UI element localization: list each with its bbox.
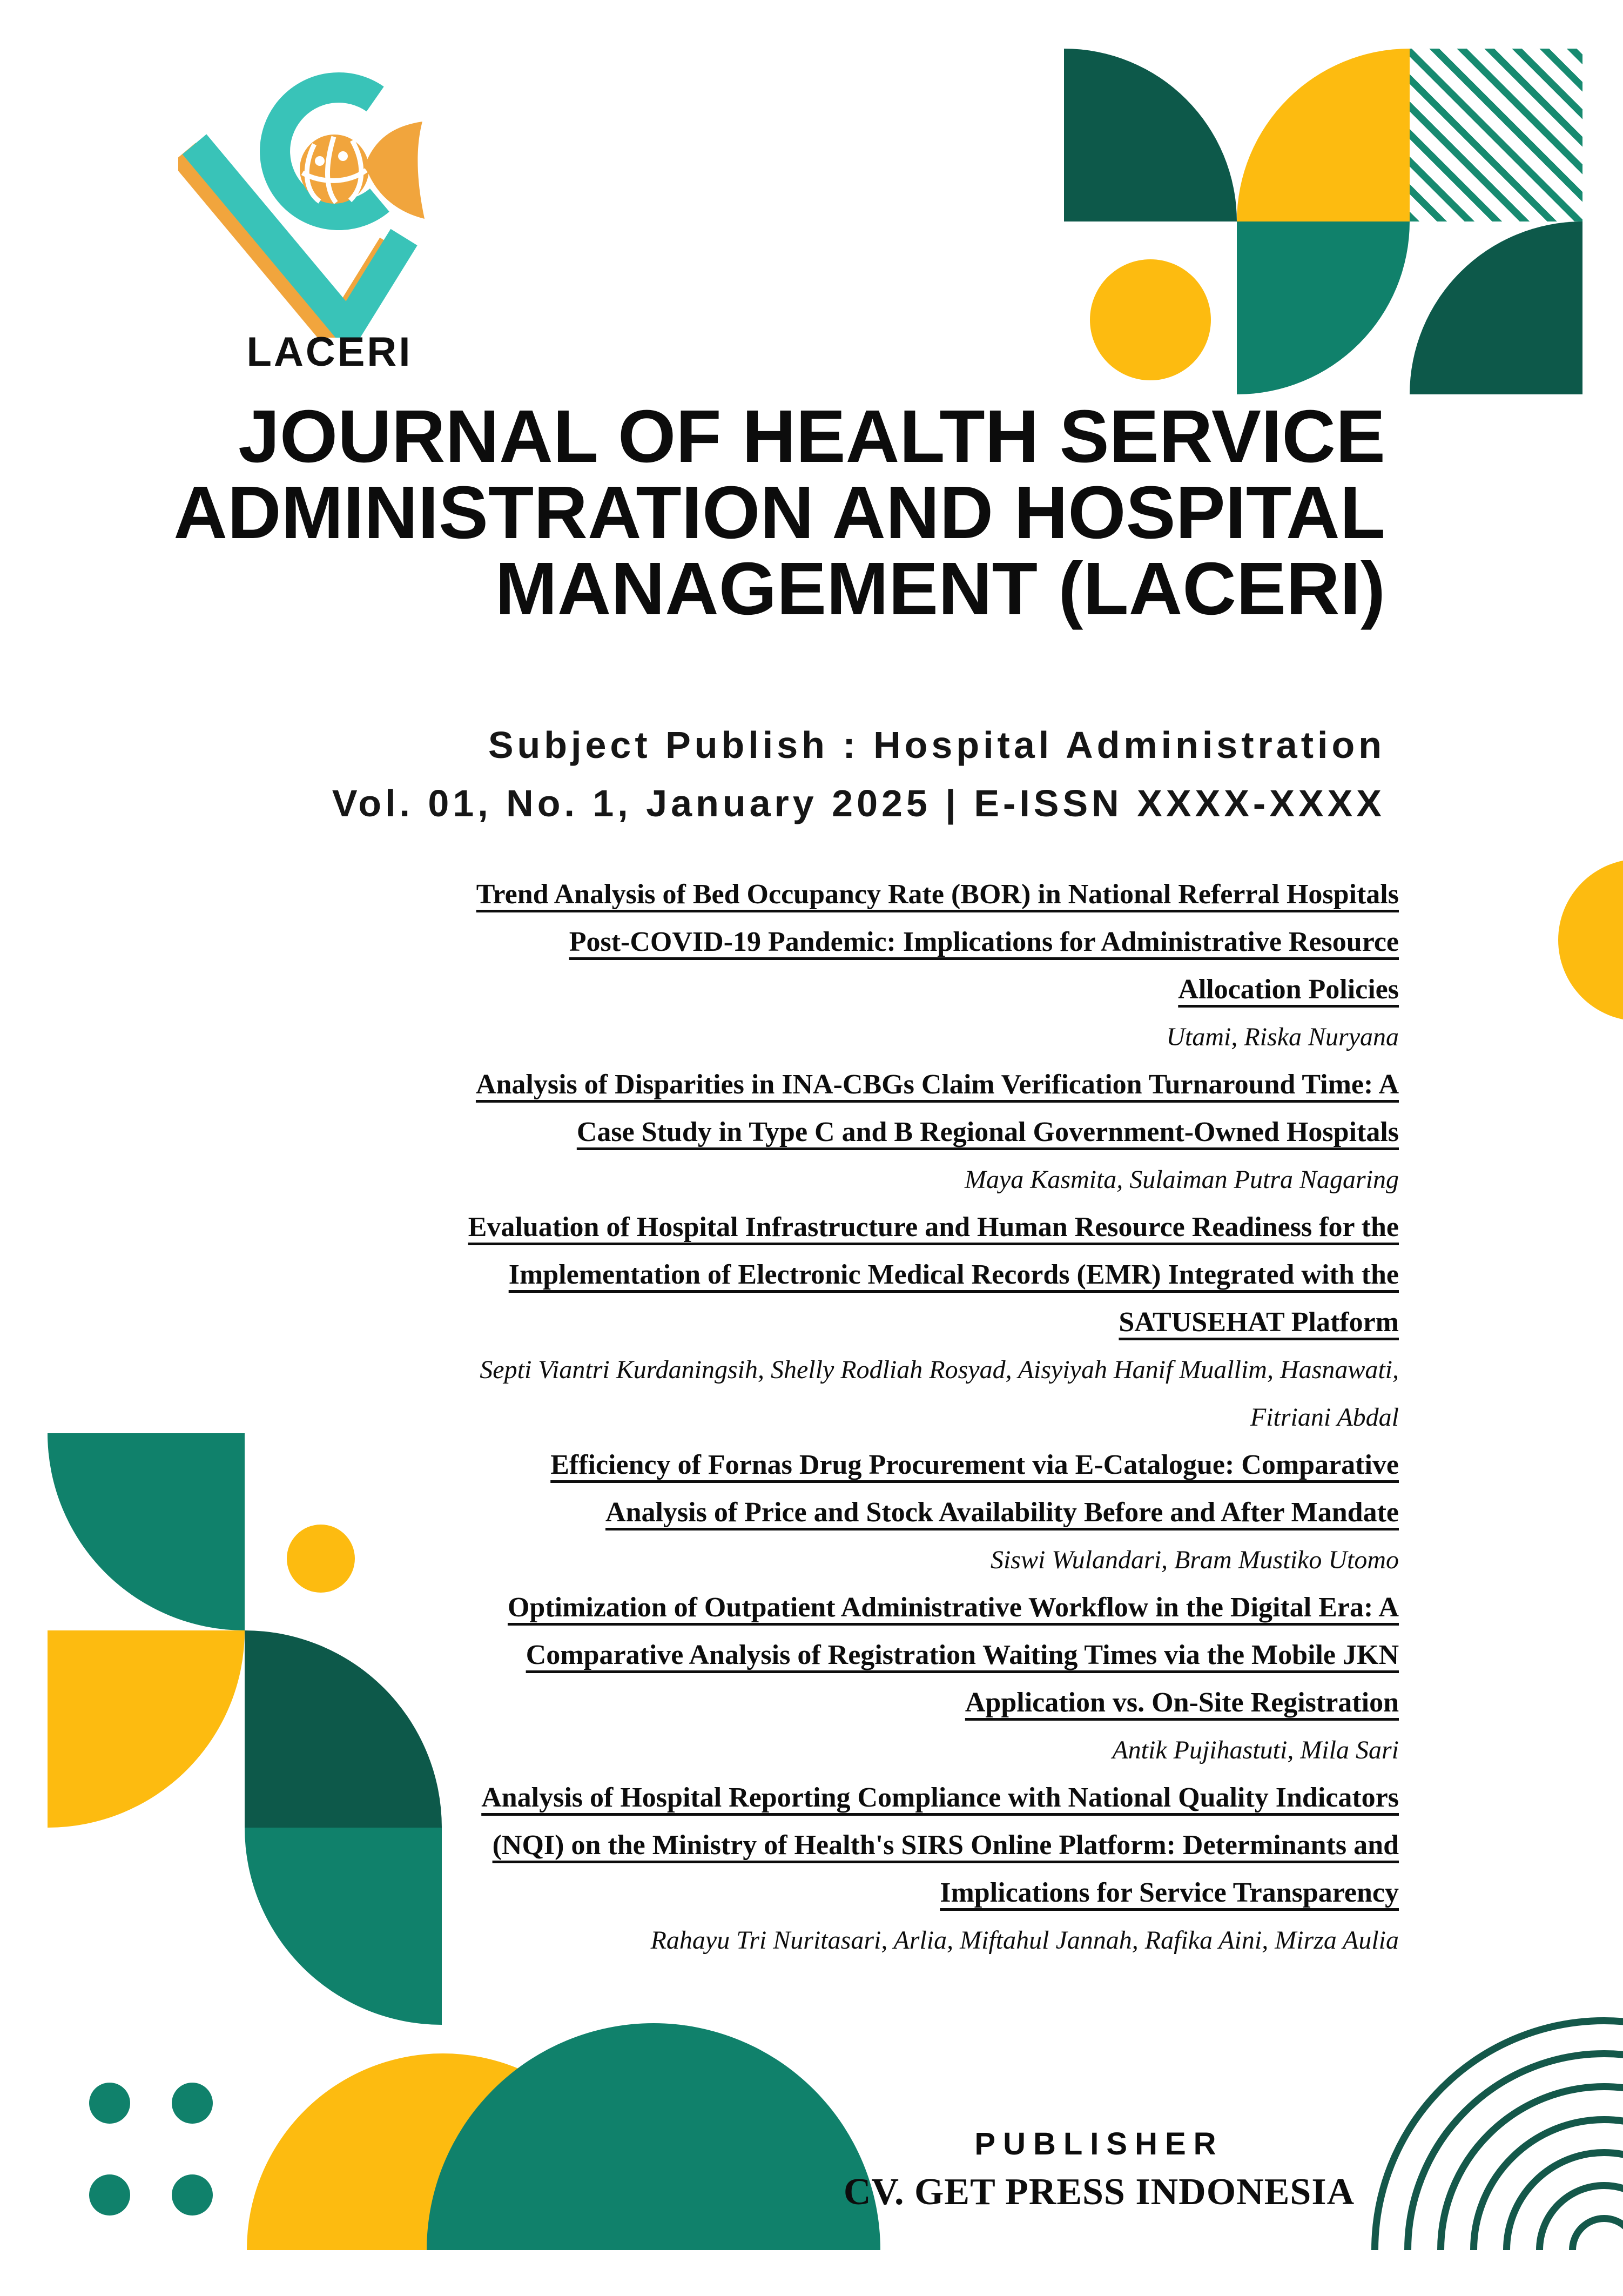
journal-title <box>8 395 1385 630</box>
volume-issue-line: Vol. 01, No. 1, January 2025 | E-ISSN XXXX-XXXX <box>332 782 1385 824</box>
article-title-link[interactable]: Analysis of Hospital Reporting Compliance with National Quality Indicators (NQI) on the Ministry of Health's SIRS Online Platform: Determinants and Implications for Service Transparency <box>481 1782 1399 1908</box>
deco-dot-icon <box>89 2083 130 2124</box>
article-authors: Utami, Riska Nuryana <box>1166 1023 1399 1051</box>
publisher-block <box>826 2126 1372 2214</box>
article-entry <box>448 1204 1399 1441</box>
subject-volume-block <box>8 716 1385 833</box>
deco-petal-teal-icon <box>245 1828 442 2025</box>
logo-globe-dot-icon <box>315 156 325 166</box>
article-entry <box>448 1061 1399 1204</box>
publisher-name: CV. GET PRESS INDONESIA <box>843 2171 1355 2213</box>
deco-side-yellow-circle-icon <box>1558 859 1623 1021</box>
article-title-link[interactable]: Analysis of Disparities in INA-CBGs Claim Verification Turnaround Time: A Case Study in Type C and B Regional Government-Owned Hospitals <box>475 1069 1399 1147</box>
article-authors: Septi Viantri Kurdaningsih, Shelly Rodliah Rosyad, Aisyiyah Hanif Muallim, Hasnawati, Fitriani Abdal <box>480 1355 1399 1432</box>
deco-small-yellow-circle-icon <box>287 1525 355 1593</box>
article-authors: Antik Pujihastuti, Mila Sari <box>1112 1736 1399 1764</box>
article-entry <box>448 871 1399 1061</box>
deco-petal-yellow-icon <box>48 1630 245 1828</box>
deco-quarter-dark-green-icon <box>1064 49 1237 221</box>
subject-line: Subject Publish : Hospital Administration <box>488 724 1385 766</box>
deco-yellow-circle-icon <box>1090 259 1211 380</box>
deco-petal-dark-green-icon <box>245 1630 442 1828</box>
article-authors: Maya Kasmita, Sulaiman Putra Nagaring <box>964 1165 1399 1194</box>
article-title-link[interactable]: Evaluation of Hospital Infrastructure and Human Resource Readiness for the Implementation of Electronic Medical Records (EMR) Integrated with the SATUSEHAT Platform <box>468 1212 1399 1338</box>
article-entry <box>448 1441 1399 1584</box>
journal-title-line-3: MANAGEMENT (LACERI) <box>495 547 1385 630</box>
deco-teal-dome-icon <box>427 2023 880 2250</box>
deco-diagonal-stripes-icon <box>1410 49 1582 221</box>
laceri-logo-icon <box>178 57 481 338</box>
deco-petal-teal-icon <box>48 1433 245 1630</box>
deco-dot-icon <box>89 2174 130 2216</box>
article-authors: Rahayu Tri Nuritasari, Arlia, Miftahul Jannah, Rafika Aini, Mirza Aulia <box>650 1926 1399 1955</box>
deco-quarter-yellow-icon <box>1237 49 1410 221</box>
logo-globe-dot-icon <box>338 151 348 161</box>
article-title-link[interactable]: Efficiency of Fornas Drug Procurement via E-Catalogue: Comparative Analysis of Price and Stock Availability Before and After Mandate <box>550 1449 1399 1528</box>
table-of-contents <box>448 871 1399 1964</box>
article-title-link[interactable]: Trend Analysis of Bed Occupancy Rate (BOR) in National Referral Hospitals Post-COVID-19 Pandemic: Implications for Administrative Resource Allocation Policies <box>476 879 1399 1005</box>
deco-dot-icon <box>172 2083 213 2124</box>
journal-title-line-1: JOURNAL OF HEALTH SERVICE <box>238 395 1385 478</box>
article-title-link[interactable]: Optimization of Outpatient Administrative Workflow in the Digital Era: A Comparative Analysis of Registration Waiting Times via the Mobile JKN Application vs. On-Site Registration <box>507 1592 1399 1718</box>
laceri-logo <box>178 57 481 338</box>
article-entry <box>448 1774 1399 1964</box>
article-entry <box>448 1584 1399 1774</box>
article-authors: Siswi Wulandari, Bram Mustiko Utomo <box>990 1546 1399 1574</box>
publisher-label: PUBLISHER <box>974 2126 1224 2161</box>
deco-quarter-dark-green-icon <box>1410 221 1582 394</box>
deco-dot-icon <box>172 2174 213 2216</box>
deco-petal-teal-icon <box>1237 221 1410 394</box>
deco-concentric-arcs-icon <box>1361 2017 1623 2250</box>
journal-title-line-2: ADMINISTRATION AND HOSPITAL <box>173 471 1385 554</box>
logo-wordmark: LACERI <box>246 329 413 375</box>
